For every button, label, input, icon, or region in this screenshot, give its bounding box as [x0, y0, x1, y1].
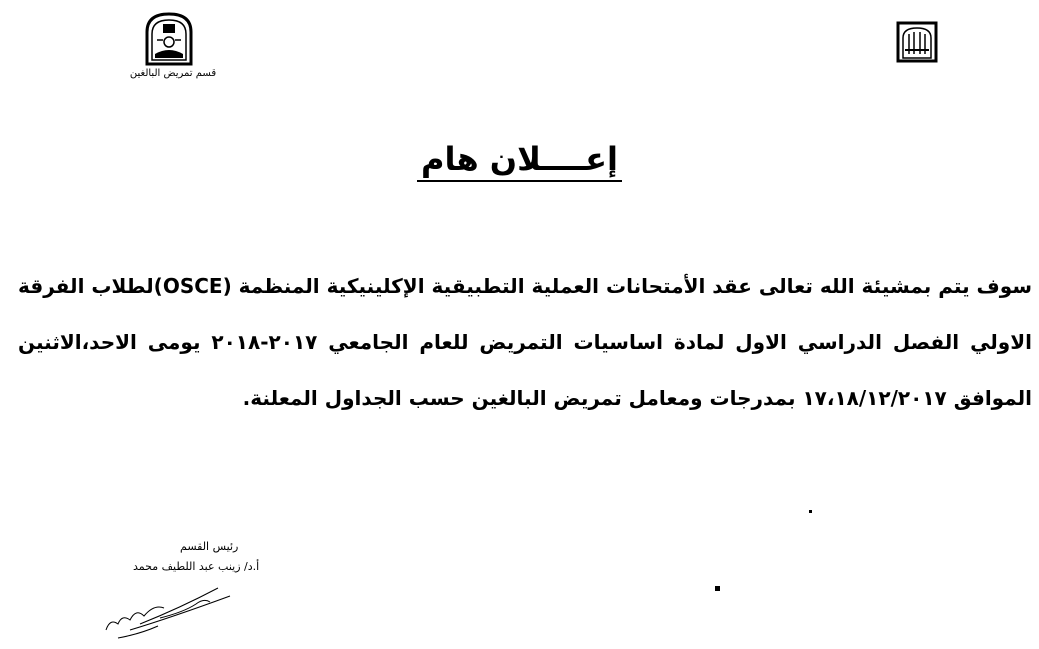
university-logo	[143, 10, 195, 66]
scan-speck	[809, 510, 812, 513]
signatory-name: أ.د/ زينب عبد اللطيف محمد	[133, 560, 260, 573]
scan-speck	[715, 586, 720, 591]
faculty-logo	[895, 20, 939, 64]
handwritten-signature	[100, 578, 250, 640]
department-caption: قسم تمريض البالغين	[129, 68, 217, 79]
announcement-title	[0, 140, 1039, 178]
announcement-title-text: إعــــلان هام	[417, 140, 622, 182]
announcement-body: سوف يتم بمشيئة الله تعالى عقد الأمتحانات العملية التطبيقية الإكلينيكية المنظمة (OSCE)لطلاب الفرقة الاولي الفصل الدراسي الاول لمادة اساسيات التمريض للعام الجامعي ٢٠١٧-٢٠١٨ يومى الاحد،الاثنين الموافق ١٧،١٨/١٢/٢٠١٧ بمدرجات ومعامل تمريض البالغين حسب الجداول المعلنة.	[18, 274, 1032, 410]
signatory-title: رئيس القسم	[180, 540, 239, 553]
